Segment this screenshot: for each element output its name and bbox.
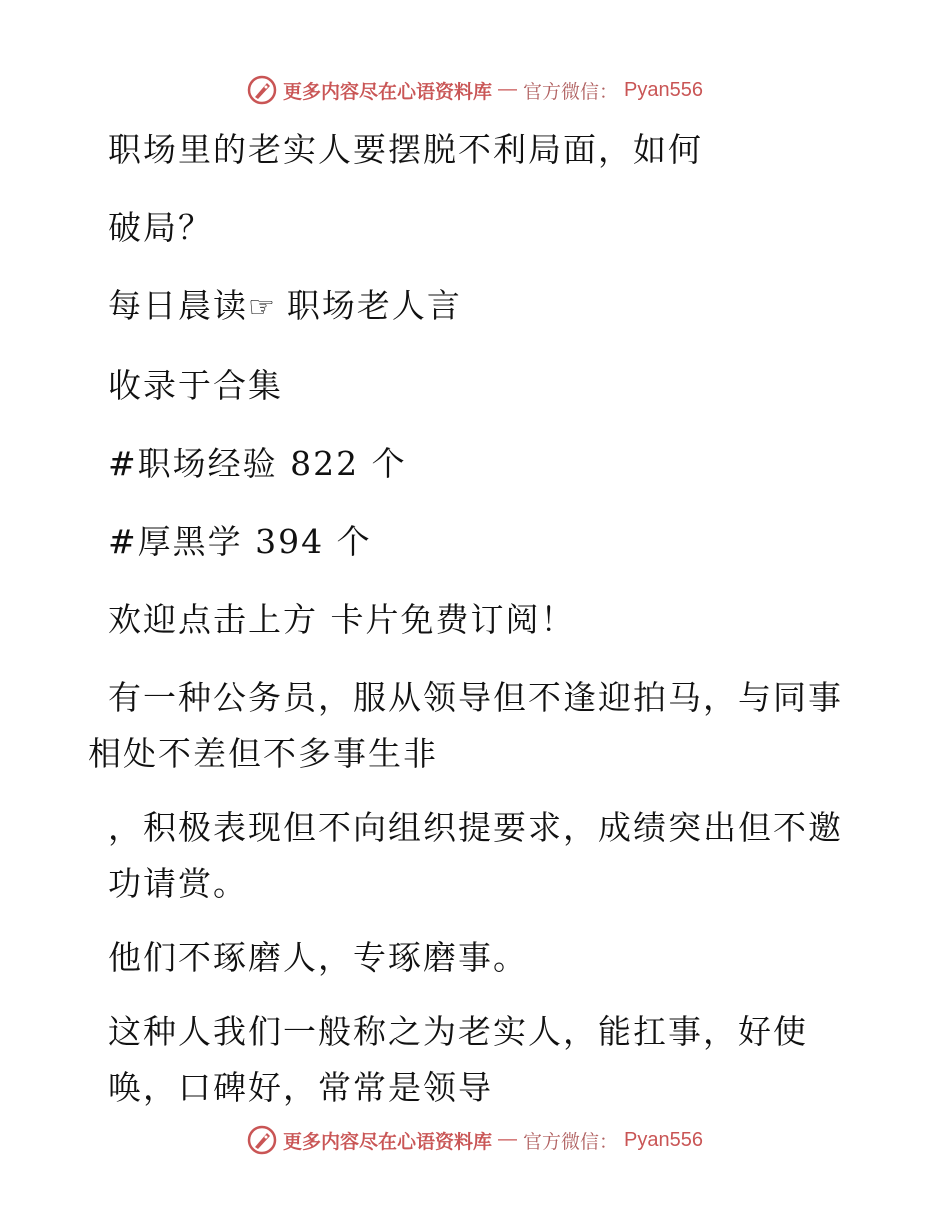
banner-wechat-label: 官方微信： bbox=[523, 1130, 619, 1153]
tag-thick-black[interactable]: #厚黑学 394 个 bbox=[108, 522, 372, 561]
banner-dash: — bbox=[498, 79, 518, 100]
author-name: 职场老人言 bbox=[286, 286, 462, 325]
paragraph-1-line-2: 相处不差但不多事生非 bbox=[88, 734, 438, 773]
banner-main-text: 更多内容尽在心语资料库 bbox=[283, 80, 493, 103]
banner-main-text: 更多内容尽在心语资料库 bbox=[283, 1130, 493, 1153]
article-title bbox=[98, 122, 858, 178]
article-title-cont bbox=[98, 200, 858, 256]
banner-wechat-id: Pyan556 bbox=[624, 78, 703, 101]
banner-dash: — bbox=[498, 1129, 518, 1150]
pen-nib-logo-icon bbox=[247, 75, 277, 105]
subscribe-prompt: 欢迎点击上方 卡片免费订阅！ bbox=[108, 600, 576, 639]
title-line-1: 职场里的老实人要摆脱不利局面，如何 bbox=[108, 130, 703, 169]
author-prefix: 每日晨读 bbox=[108, 286, 248, 325]
paragraph-2 bbox=[98, 800, 858, 912]
author-line bbox=[98, 278, 858, 336]
paragraph-4-line-1: 这种人我们一般称之为老实人，能扛事，好使 bbox=[108, 1012, 808, 1051]
collection-label: 收录于合集 bbox=[108, 366, 283, 405]
paragraph-2-line-1: ，积极表现但不向组织提要求，成绩突出但不邀 bbox=[108, 808, 843, 847]
paragraph-2-line-2: 功请赏。 bbox=[108, 864, 248, 903]
footer-banner bbox=[0, 1120, 950, 1160]
article-body bbox=[88, 122, 858, 1134]
title-line-2: 破局？ bbox=[108, 208, 213, 247]
banner-wechat-label: 官方微信： bbox=[523, 80, 619, 103]
paragraph-4 bbox=[98, 1004, 858, 1116]
paragraph-1 bbox=[88, 670, 858, 782]
pointing-hand-icon: ☞ bbox=[248, 290, 277, 325]
pen-nib-logo-icon bbox=[247, 1125, 277, 1155]
header-banner bbox=[0, 70, 950, 110]
tag-career-experience[interactable]: #职场经验 822 个 bbox=[108, 444, 407, 483]
paragraph-3: 他们不琢磨人，专琢磨事。 bbox=[108, 938, 528, 977]
paragraph-4-line-2: 唤，口碑好，常常是领导 bbox=[108, 1068, 493, 1107]
paragraph-1-line-1: 有一种公务员，服从领导但不逢迎拍马，与同事 bbox=[108, 678, 843, 717]
banner-wechat-id: Pyan556 bbox=[624, 1128, 703, 1151]
